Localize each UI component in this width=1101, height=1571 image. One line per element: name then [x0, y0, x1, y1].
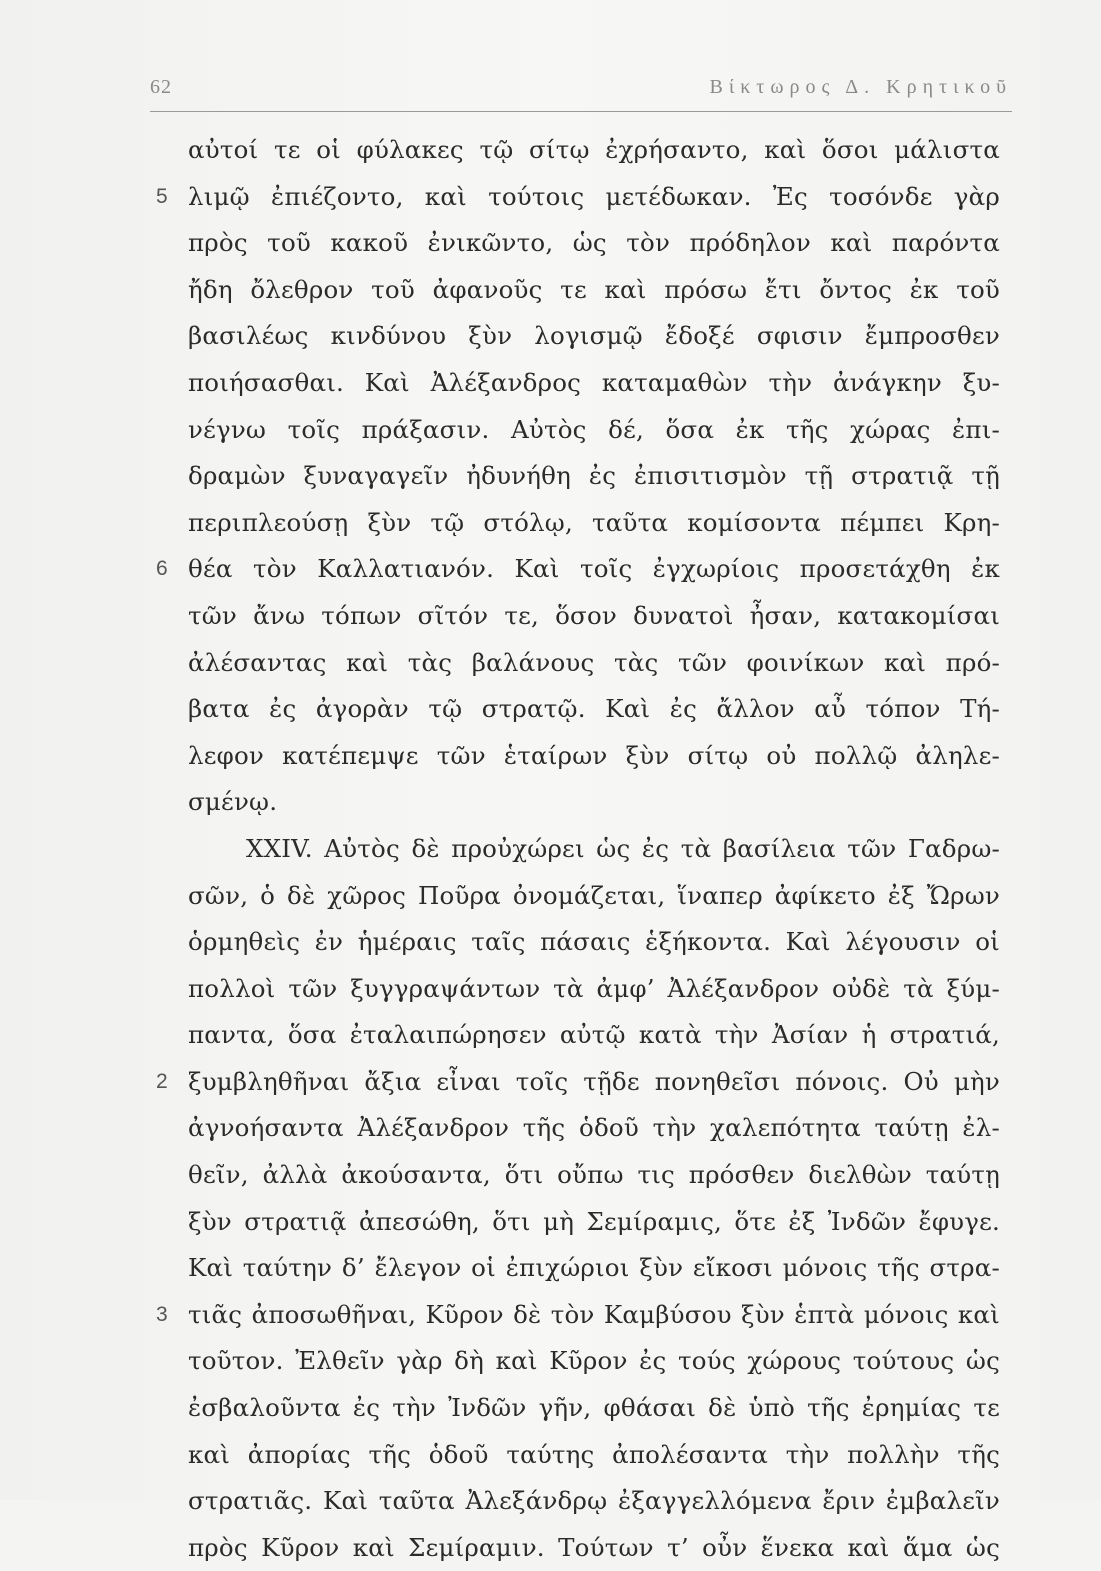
text-line	[188, 1152, 1000, 1199]
line-text: θέα τὸν Καλλατιανόν. Καὶ τοῖς ἐγχωρίοις προσετάχθη ἐκ	[188, 554, 1000, 584]
text-line	[188, 733, 1000, 780]
text-line	[188, 500, 1000, 547]
line-text: τιᾶς ἀποσωθῆναι, Κῦρον δὲ τὸν Καμβύσου ξὺν ἑπτὰ μόνοις καὶ	[188, 1299, 1000, 1329]
line-text: νέγνω τοῖς πράξασιν. Αὐτὸς δέ, ὅσα ἐκ τῆς χώρας ἐπι-	[188, 414, 1000, 444]
text-line	[188, 1525, 1000, 1571]
running-title: Βίκτωρος Δ. Κρητικοῦ	[709, 76, 1012, 98]
text-line	[156, 1059, 1000, 1106]
text-line	[156, 546, 1000, 593]
line-text: καὶ ἀπορίας τῆς ὁδοῦ ταύτης ἀπολέσαντα τὴν πολλὴν τῆς	[188, 1439, 1000, 1469]
line-text: ξυμβληθῆναι ἄξια εἶναι τοῖς τῇδε πονηθεῖσι πόνοις. Οὐ μὴν	[188, 1066, 1000, 1096]
text-line	[188, 267, 1000, 314]
line-text: λιμῷ ἐπιέζοντο, καὶ τούτοις μετέδωκαν. Ἐς τοσόνδε γὰρ	[188, 181, 1000, 211]
header-rule	[150, 111, 1012, 112]
line-text: σῶν, ὁ δὲ χῶρος Ποῦρα ὀνομάζεται, ἵναπερ ἀφίκετο ἐξ Ὤρων	[188, 880, 1000, 910]
page-number: 62	[150, 76, 172, 98]
line-text: Καὶ ταύτην δ’ ἔλεγον οἱ ἐπιχώριοι ξὺν εἴκοσι μόνοις τῆς στρα-	[188, 1253, 1000, 1283]
text-line	[188, 1478, 1000, 1525]
text-line	[156, 174, 1000, 221]
text-line	[188, 640, 1000, 687]
text-line	[188, 127, 1000, 174]
line-text: πρὸς Κῦρον καὶ Σεμίραμιν. Τούτων τ’ οὖν ἕνεκα καὶ ἅμα ὡς	[188, 1532, 1000, 1562]
line-text: βασιλέως κινδύνου ξὺν λογισμῷ ἔδοξέ σφισιν ἔμπροσθεν	[188, 321, 1000, 351]
text-line	[188, 1432, 1000, 1479]
line-text: ἀλέσαντας καὶ τὰς βαλάνους τὰς τῶν φοινίκων καὶ πρό-	[188, 647, 1000, 677]
line-text: ἀγνοήσαντα Ἀλέξανδρον τῆς ὁδοῦ τὴν χαλεπότητα ταύτῃ ἐλ-	[188, 1113, 1000, 1143]
margin-section-number: 2	[156, 1069, 168, 1093]
body-text	[156, 127, 1000, 1571]
text-line	[188, 1245, 1000, 1292]
text-line	[188, 1199, 1000, 1246]
line-text: ἐσβαλοῦντα ἐς τὴν Ἰνδῶν γῆν, φθάσαι δὲ ὑπὸ τῆς ἐρημίας τε	[188, 1393, 1000, 1423]
text-line	[188, 220, 1000, 267]
margin-section-number: 3	[156, 1302, 168, 1326]
text-line	[188, 1105, 1000, 1152]
text-line	[188, 919, 1000, 966]
text-line	[188, 407, 1000, 454]
line-text: τῶν ἄνω τόπων σῖτόν τε, ὅσον δυνατοὶ ἦσαν, κατακομίσαι	[188, 600, 1000, 630]
text-line	[188, 873, 1000, 920]
line-text: ποιήσασθαι. Καὶ Ἀλέξανδρος καταμαθὼν τὴν ἀνάγκην ξυ-	[188, 367, 1000, 397]
line-text: περιπλεούσῃ ξὺν τῷ στόλῳ, ταῦτα κομίσοντα πέμπει Κρη-	[188, 507, 1000, 537]
text-line	[188, 1338, 1000, 1385]
line-text: πρὸς τοῦ κακοῦ ἐνικῶντο, ὡς τὸν πρόδηλον καὶ παρόντα	[188, 228, 1000, 258]
text-line	[188, 313, 1000, 360]
margin-section-number: 5	[156, 184, 168, 208]
line-text: πολλοὶ τῶν ξυγγραψάντων τὰ ἀμφ’ Ἀλέξανδρον οὐδὲ τὰ ξύμ-	[188, 973, 1000, 1003]
text-line	[188, 360, 1000, 407]
text-line	[188, 779, 1000, 826]
text-line	[188, 453, 1000, 500]
line-text: ξὺν στρατιᾷ ἀπεσώθη, ὅτι μὴ Σεμίραμις, ὅτε ἐξ Ἰνδῶν ἔφυγε.	[188, 1206, 1000, 1236]
margin-section-number: 6	[156, 557, 168, 581]
text-line	[188, 1012, 1000, 1059]
line-text: βατα ἐς ἀγορὰν τῷ στρατῷ. Καὶ ἐς ἄλλον αὖ τόπον Τή-	[188, 694, 1000, 724]
line-text: στρατιᾶς. Καὶ ταῦτα Ἀλεξάνδρῳ ἐξαγγελλόμενα ἔριν ἐμβαλεῖν	[188, 1486, 1000, 1516]
line-text: XXIV. Αὐτὸς δὲ προὐχώρει ὡς ἐς τὰ βασίλεια τῶν Γαδρω-	[246, 833, 1000, 863]
text-line	[188, 686, 1000, 733]
text-line	[188, 593, 1000, 640]
text-line	[156, 1292, 1000, 1339]
line-text: λεφον κατέπεμψε τῶν ἑταίρων ξὺν σίτῳ οὐ πολλῷ ἀληλε-	[188, 740, 1000, 770]
text-line	[188, 966, 1000, 1013]
running-head	[150, 70, 1012, 104]
line-text: σμένῳ.	[188, 787, 278, 817]
line-text: ἤδη ὄλεθρον τοῦ ἀφανοῦς τε καὶ πρόσω ἔτι ὄντος ἐκ τοῦ	[188, 274, 1000, 304]
text-line	[188, 826, 1000, 873]
line-text: ὁρμηθεὶς ἐν ἡμέραις ταῖς πάσαις ἑξήκοντα. Καὶ λέγουσιν οἱ	[188, 927, 1000, 957]
text-line	[188, 1385, 1000, 1432]
line-text: τοῦτον. Ἐλθεῖν γὰρ δὴ καὶ Κῦρον ἐς τούς χώρους τούτους ὡς	[188, 1346, 1000, 1376]
line-text: αὐτοί τε οἱ φύλακες τῷ σίτῳ ἐχρήσαντο, καὶ ὅσοι μάλιστα	[188, 135, 1000, 164]
line-text: δραμὼν ξυναγαγεῖν ἠδυνήθη ἐς ἐπισιτισμὸν τῇ στρατιᾷ τῇ	[188, 461, 1000, 491]
line-text: παντα, ὅσα ἐταλαιπώρησεν αὐτῷ κατὰ τὴν Ἀσίαν ἡ στρατιά,	[188, 1020, 1000, 1050]
line-text: θεῖν, ἀλλὰ ἀκούσαντα, ὅτι οὔπω τις πρόσθεν διελθὼν ταύτῃ	[188, 1160, 1000, 1190]
